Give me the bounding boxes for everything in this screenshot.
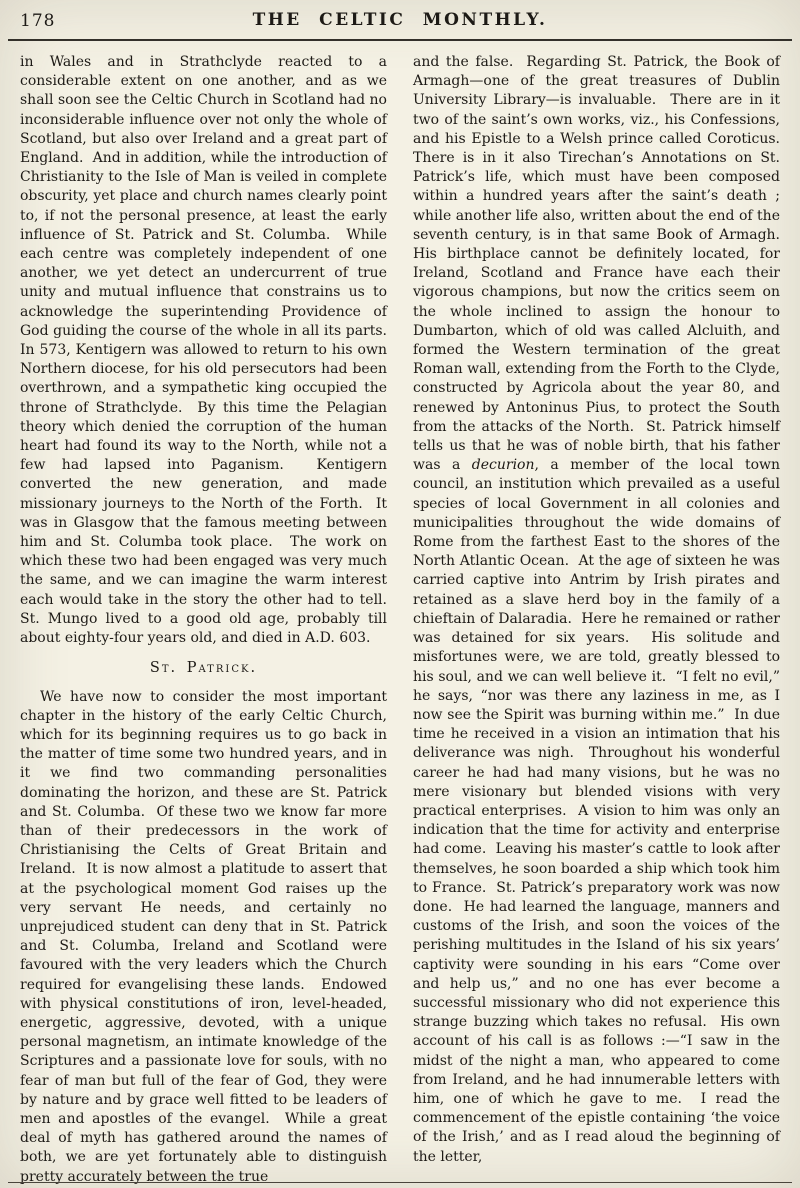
page-number: 178 [20, 11, 56, 31]
italic-term-decurion: decurion [471, 457, 535, 474]
section-heading-st-patrick: St. Patrick. [149, 660, 258, 677]
bottom-divider [8, 1182, 792, 1183]
right-column [413, 53, 789, 1187]
paragraph-text: , a member of the local town council, an institution which prevailed as a useful species of local Government in all colonies and municipalities throughout the wide domains of Rome from the farthest East to the shores of the North Atlantic Ocean. At the age of sixteen he was carried captive into Antrim by Irish pirates and retained as a slave herd boy in the family of a chieftain of Dalaradia. Here he remained or rather was detained for six years. His solitude and misfortunes were, we are told, greatly blessed to his soul, and we can well believe it. “I felt no evil,” he says, “nor was there any laziness in me, as I now see the Spirit was burning within me.” In due time he received in a vision an intimation that his deliverance was nigh. Throughout his wonderful career he had had many visions, but he was no mere visionary but blended visions with very practical enterprises. A vision to him was only an indication that the time for activity and enterprise had come. Leaving his master’s cattle to look after themselves, he soon boarded a ship which took him to France. St. Patrick’s preparatory work was now done. He had learned the language, manners and customs of the Irish, and soon the voices of the perishing multitudes in the Island of his six years’ captivity were sounding in his ears “Come over and help us,” and no one has ever become a successful missionary who did not experience this strange buzzing which takes no refusal. His own account of his call is as follows :—“I saw in the midst of the night a man, who appeared to come from Ireland, and he had innumerable letters with him, one of which he gave to me. I read the commencement of the epistle containing ‘the voice of the Irish,’ and as I read aloud the beginning of the letter, [413, 457, 785, 1165]
header-divider [8, 39, 792, 41]
left-column [20, 53, 396, 1187]
paragraph-st-patrick: We have now to consider the most important chapter in the history of the early Celtic Church, which for its beginning requires us to go back in the matter of time some two hundred years, and in it we find two commanding personalities dominating the horizon, and these are St. Patrick and St. Columba. Of these two we know far more than of their predecessors in the work of Christianising the Celts of Great Britain and Ireland. It is now almost a platitude to assert that at the psychological moment God raises up the very servant He needs, and certainly no unprejudiced student can deny that in St. Patrick and St. Columba, Ireland and Scotland were favoured with the very leaders which the Church required for evangelising these lands. Endowed with physical constitutions of iron, level-headed, energetic, aggressive, devoted, with a unique personal magnetism, an intimate knowledge of the Scriptures and a passionate love for souls, with no fear of man but full of the fear of God, they were by nature and by grace well fitted to be leaders of men and apostles of the evangel. While a great deal of myth has gathered around the names of both, we are yet fortunately able to distinguish pretty accurately between the true [20, 688, 392, 1185]
journal-title: THE CELTIC MONTHLY. [252, 10, 548, 30]
paragraph-continuation [413, 53, 789, 1167]
page-header [16, 10, 784, 36]
article-body [16, 53, 789, 1187]
paragraph-continuation: in Wales and in Strathclyde reacted to a considerable extent on one another, and as we shall soon see the Celtic Church in Scotland had no inconsiderable influence over not only the whole of Scotland, but also over Ireland and a great part of England. And in addition, while the introduction of Christianity to the Isle of Man is veiled in complete obscurity, yet place and church names clearly point to, if not the personal presence, at least the early influence of St. Patrick and St. Columba. While each centre was completely independent of one another, we yet detect an undercurrent of true unity and mutual influence that constrains us to acknowledge the superintending Providence of God guiding the course of the whole in all its parts. In 573, Kentigern was allowed to return to his own Northern diocese, for his old persecutors had been overthrown, and a sympathetic king occupied the throne of Strathclyde. By this time the Pelagian theory which denied the corruption of the human heart had found its way to the North, while not a few had lapsed into Paganism. Kentigern converted the new generation, and made missionary journeys to the North of the Forth. It was in Glasgow that the famous meeting between him and St. Columba took place. The work on which these two had been engaged was very much the same, and we can imagine the warm interest each would take in the story the other had to tell. St. Mungo lived to a good old age, probably till about eighty-four years old, and died in A.D. 603. [20, 54, 396, 647]
paragraph-text: and the false. Regarding St. Patrick, the Book of Armagh—one of the great treasures of Dublin University Library—is invaluable. There are in it two of the saint’s own works, viz., his Confessions, and his Epistle to a Welsh prince called Coroticus. There is in it also Tirechan’s Annotations on St. Patrick’s life, which must have been composed within a hundred years after the saint’s death ; while another life also, written about the end of the seventh century, is in that same Book of Armagh. His birthplace cannot be definitely located, for Ireland, Scotland and France have each their vigorous champions, but now the critics seem on the whole inclined to assign the honour to Dumbarton, which of old was called Alcluith, and formed the Western termination of the great Roman wall, extending from the Forth to the Clyde, constructed by Agricola about the year 80, and renewed by Antoninus Pius, to protect the South from the attacks of the North. St. Patrick himself tells us that he was of noble birth, that his father was a [413, 54, 789, 474]
